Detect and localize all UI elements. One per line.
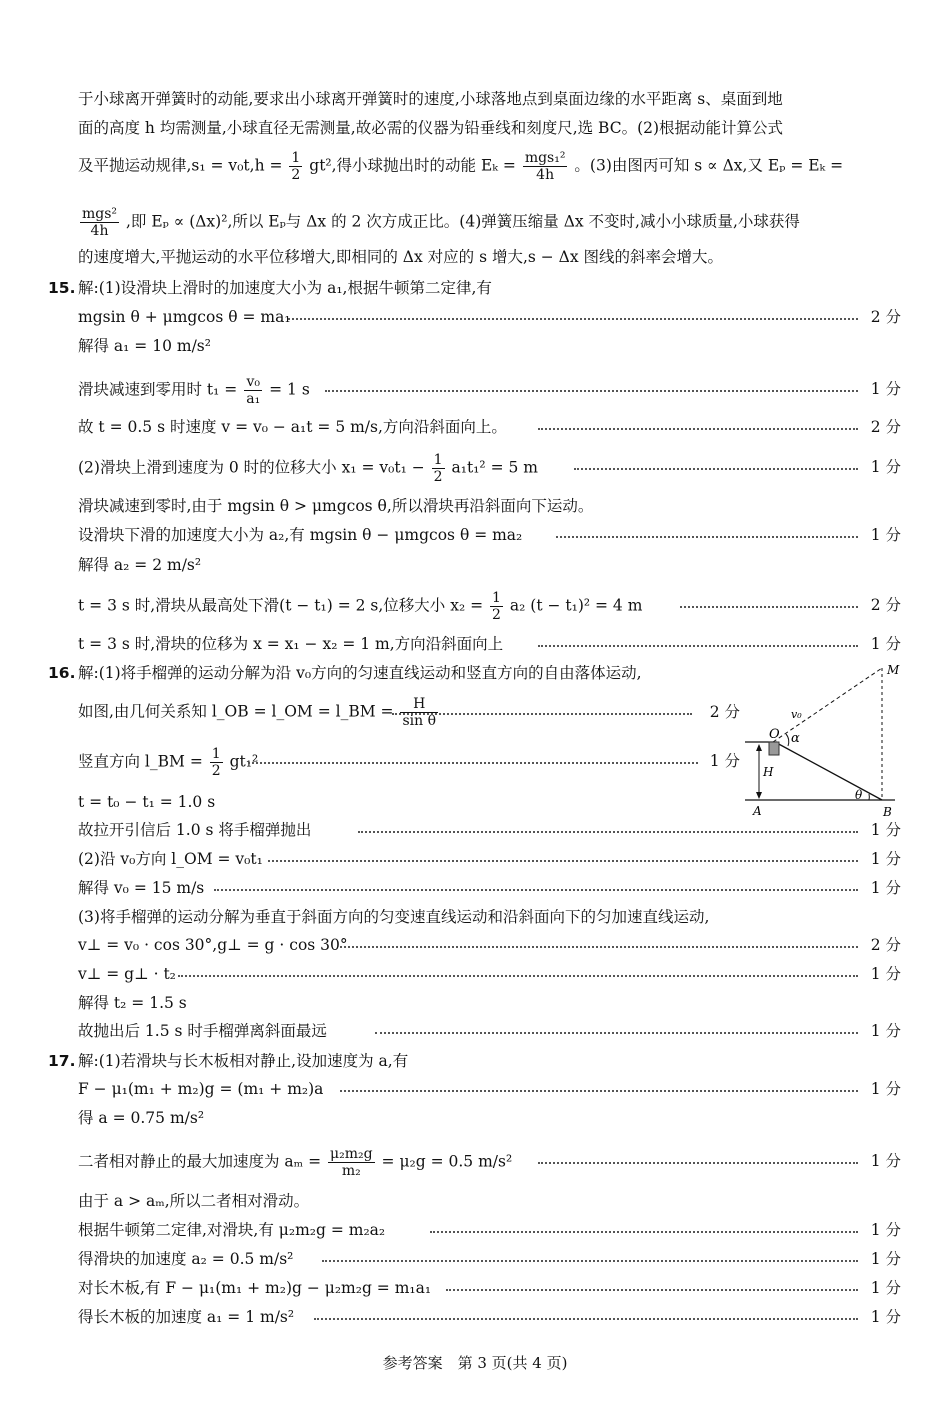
dot-leader: [214, 889, 858, 891]
alpha-arc: [786, 734, 789, 746]
frac-den: 2: [211, 763, 221, 779]
q16-bm: [78, 746, 258, 779]
score: 1 分: [870, 1080, 901, 1098]
score: 1 分: [870, 526, 901, 544]
fraction-half: [289, 150, 302, 183]
label-alpha: α: [791, 731, 800, 746]
fraction-am: [328, 1146, 375, 1179]
score: 1 分: [870, 380, 901, 398]
q15-x2: [78, 590, 642, 623]
score: 1 分: [870, 1279, 901, 1297]
dot-leader: [325, 390, 858, 392]
fraction-half: [490, 590, 503, 623]
q15-eq1: mgsin θ + μmgcos θ = ma₁: [78, 308, 291, 326]
q17-newton: 根据牛顿第二定律,对滑块,有 μ₂m₂g = m₂a₂: [78, 1221, 386, 1239]
q16-v0: 解得 v₀ = 15 m/s: [78, 879, 205, 897]
score: 1 分: [870, 1152, 901, 1170]
frac-num: 1: [492, 590, 501, 606]
q15-head: 解:(1)设滑块上滑时的加速度大小为 a₁,根据牛顿第二定律,有: [78, 279, 492, 297]
q16-head: 解:(1)将手榴弹的运动分解为沿 v₀方向的匀速直线运动和竖直方向的自由落体运动,: [78, 664, 642, 682]
intro-line-5: 的速度增大,平抛运动的水平位移增大,即相同的 Δx 对应的 s 增大,s − Δx 图线的斜率会增大。: [78, 248, 724, 266]
q16-far: 故抛出后 1.5 s 时手榴弹离斜面最远: [78, 1022, 327, 1040]
q15-a1: 解得 a₁ = 10 m/s²: [78, 337, 211, 355]
frac-num: 1: [433, 452, 443, 468]
dot-leader: [358, 831, 858, 833]
q15-x1: [78, 452, 538, 485]
incline-line: [775, 742, 882, 800]
q16-t: t = t₀ − t₁ = 1.0 s: [78, 793, 216, 811]
q15-v: 故 t = 0.5 s 时速度 v = v₀ − a₁t = 5 m/s,方向沿斜面向上。: [78, 418, 507, 436]
q17-a1: 得长木板的加速度 a₁ = 1 m/s²: [78, 1308, 295, 1326]
slope-diagram: [745, 658, 910, 818]
label-a: A: [753, 804, 762, 818]
arrow-head-down: [756, 792, 762, 799]
page-footer: 参考答案 第 3 页(共 4 页): [382, 1354, 568, 1372]
intro-line-4: [78, 206, 800, 239]
frac-den: 2: [492, 607, 501, 623]
v0-direction-line: [773, 668, 882, 742]
frac-den: 2: [433, 469, 443, 485]
dot-leader: [178, 975, 858, 977]
score: 2 分: [870, 308, 901, 326]
fraction-v0-a1: [244, 374, 262, 407]
score: 1 分: [870, 1308, 901, 1326]
q16-geo-pre: 如图,由几何关系知 l_OB = l_OM = l_BM =: [78, 702, 394, 721]
q16-vperp2: v⊥ = g⊥ · t₂: [78, 965, 176, 983]
frac-den: 2: [291, 167, 301, 183]
frac-den: sin θ: [402, 713, 437, 729]
q16-bm-post: gt₁²: [229, 752, 259, 771]
question-number-16: 16.: [48, 664, 76, 682]
q17-am-post: = μ₂g = 0.5 m/s²: [381, 1152, 513, 1171]
intro-line-2: 面的高度 h 均需测量,小球直径无需测量,故必需的仪器为铅垂线和刻度尺,选 BC。(2)根据动能计算公式: [78, 119, 784, 137]
question-number-17: 17.: [48, 1052, 76, 1070]
q16-pull: 故拉开引信后 1.0 s 将手榴弹抛出: [78, 821, 312, 839]
score: 1 分: [870, 879, 901, 897]
intro-line-3-b: gt²,得小球抛出时的动能 Eₖ =: [309, 156, 516, 175]
label-o: O: [769, 727, 780, 742]
arrow-head-up: [756, 744, 762, 751]
dot-leader: [680, 606, 858, 608]
frac-den: 4h: [536, 167, 555, 183]
intro-line-3: [78, 150, 843, 183]
frac-num: 1: [211, 746, 221, 762]
q16-vperp: v⊥ = v₀ · cos 30°,g⊥ = g · cos 30°: [78, 936, 348, 954]
dot-leader: [268, 860, 858, 862]
dot-leader: [248, 762, 698, 764]
q17-eq1: F − μ₁(m₁ + m₂)g = (m₁ + m₂)a: [78, 1080, 324, 1098]
intro-line-3-a: 及平抛运动规律,s₁ = v₀t,h =: [78, 156, 283, 175]
dot-leader: [538, 428, 858, 430]
q15-x1-pre: (2)滑块上滑到速度为 0 时的位移大小 x₁ = v₀t₁ −: [78, 458, 425, 477]
frac-num: mgs₁²: [524, 150, 566, 166]
dot-leader: [340, 946, 858, 948]
score: 1 分: [870, 635, 901, 653]
q15-x2-pre: t = 3 s 时,滑块从最高处下滑(t − t₁) = 2 s,位移大小 x₂ =: [78, 596, 484, 615]
q15-a2-eq: 设滑块下滑的加速度大小为 a₂,有 mgsin θ − μmgcos θ = ma₂: [78, 526, 523, 544]
score: 1 分: [870, 821, 901, 839]
score: 1 分: [870, 965, 901, 983]
q17-a: 得 a = 0.75 m/s²: [78, 1109, 205, 1127]
q15-t1-pre: 滑块减速到零用时 t₁ =: [78, 380, 238, 399]
frac-num: 1: [291, 150, 301, 166]
score: 2 分: [870, 418, 901, 436]
frac-num: v₀: [244, 374, 262, 391]
score: 1 分: [870, 850, 901, 868]
intro-line-3-c: 。(3)由图丙可知 s ∝ Δx,又 Eₚ = Eₖ =: [574, 156, 844, 175]
q15-a2: 解得 a₂ = 2 m/s²: [78, 556, 202, 574]
dot-leader: [322, 1260, 858, 1262]
fraction-half: [210, 746, 223, 779]
frac-den: 4h: [90, 223, 109, 239]
dot-leader: [288, 318, 858, 320]
q16-bm-pre: 竖直方向 l_BM =: [78, 752, 203, 771]
score: 1 分: [870, 1221, 901, 1239]
q17-a2: 得滑块的加速度 a₂ = 0.5 m/s²: [78, 1250, 294, 1268]
dot-leader: [574, 468, 858, 470]
fraction-ek: [523, 150, 568, 183]
question-number-15: 15.: [48, 279, 76, 297]
q15-x: t = 3 s 时,滑块的位移为 x = x₁ − x₂ = 1 m,方向沿斜面向上: [78, 635, 504, 653]
score: 2 分: [870, 596, 901, 614]
q15-t1: [78, 374, 310, 407]
dot-leader: [446, 1289, 858, 1291]
frac-den: a₁: [246, 391, 261, 407]
score: 1 分: [709, 752, 740, 770]
q16-t2: 解得 t₂ = 1.5 s: [78, 994, 187, 1012]
score: 1 分: [870, 1250, 901, 1268]
q16-p3: (3)将手榴弹的运动分解为垂直于斜面方向的匀变速直线运动和沿斜面向下的匀加速直线运动,: [78, 908, 710, 926]
q15-x2-post: a₂ (t − t₁)² = 4 m: [509, 596, 643, 615]
q17-am-pre: 二者相对静止的最大加速度为 aₘ =: [78, 1152, 322, 1171]
label-theta: θ: [855, 788, 863, 802]
grenade-block: [769, 742, 779, 755]
intro-line-4-text: ,即 Eₚ ∝ (Δx)²,所以 Eₚ与 Δx 的 2 次方成正比。(4)弹簧压缩量 Δx 不变时,减小小球质量,小球获得: [125, 212, 800, 231]
label-b: B: [883, 805, 892, 818]
intro-line-1: 于小球离开弹簧时的动能,要求出小球离开弹簧时的速度,小球落地点到桌面边缘的水平距离 s、桌面到地: [78, 90, 783, 108]
fraction-mgs2: [80, 206, 119, 239]
q15-x1-post: a₁t₁² = 5 m: [451, 458, 538, 477]
dot-leader: [430, 1231, 858, 1233]
dot-leader: [538, 1162, 858, 1164]
score: 2 分: [870, 936, 901, 954]
q15-t1-post: = 1 s: [269, 380, 310, 399]
q17-board: 对长木板,有 F − μ₁(m₁ + m₂)g − μ₂m₂g = m₁a₁: [78, 1279, 432, 1297]
q16-om: (2)沿 v₀方向 l_OM = v₀t₁: [78, 850, 263, 868]
frac-num: H: [400, 696, 438, 713]
q15-down: 滑块减速到零时,由于 mgsin θ > μmgcos θ,所以滑块再沿斜面向下运动。: [78, 497, 594, 515]
label-m: M: [887, 663, 900, 677]
q17-head: 解:(1)若滑块与长木板相对静止,设加速度为 a,有: [78, 1052, 409, 1070]
label-h: H: [763, 765, 774, 779]
score: 2 分: [709, 703, 740, 721]
q16-geo: [78, 696, 440, 729]
dot-leader: [340, 1090, 858, 1092]
fraction-half: [432, 452, 445, 485]
frac-num: μ₂m₂g: [330, 1146, 373, 1162]
dot-leader: [538, 645, 858, 647]
label-v0: v₀: [791, 708, 802, 721]
dot-leader: [556, 536, 858, 538]
dot-leader: [392, 713, 692, 715]
dot-leader: [375, 1032, 858, 1034]
q17-am: [78, 1146, 512, 1179]
score: 1 分: [870, 458, 901, 476]
q17-slide: 由于 a > aₘ,所以二者相对滑动。: [78, 1192, 310, 1210]
score: 1 分: [870, 1022, 901, 1040]
dot-leader: [314, 1318, 858, 1320]
frac-num: mgs²: [82, 206, 118, 222]
frac-den: m₂: [341, 1163, 361, 1179]
